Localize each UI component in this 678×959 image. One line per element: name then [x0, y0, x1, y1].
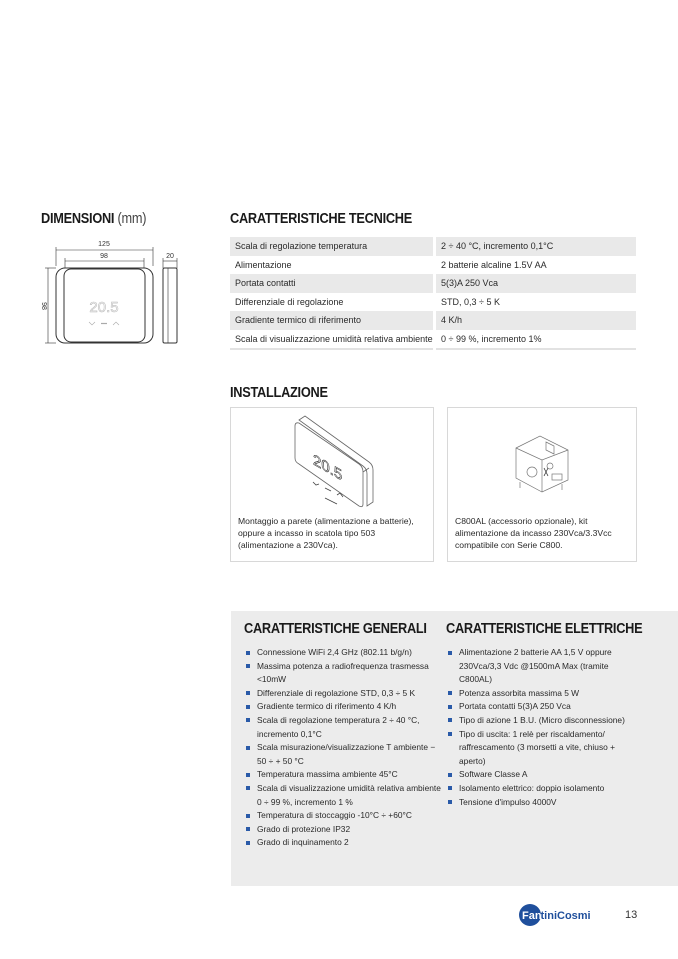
list-item: Isolamento elettrico: doppio isolamento — [446, 782, 641, 796]
list-item: Grado di inquinamento 2 — [244, 836, 444, 850]
dimension-width-display: 98 — [100, 253, 108, 260]
list-item: Scala di regolazione temperatura 2 ÷ 40 °C, incremento 0,1°C — [244, 714, 444, 741]
row-value: 2 batterie alcaline 1.5V AA — [441, 259, 547, 270]
row-label: Alimentazione — [230, 256, 435, 275]
row-value: STD, 0,3 ÷ 5 K — [441, 296, 500, 307]
electrical-column — [446, 621, 641, 809]
general-list — [244, 646, 444, 850]
thermostat-illustration — [291, 412, 381, 510]
list-item: Gradiente termico di riferimento 4 K/h — [244, 700, 444, 714]
row-label: Scala di visualizzazione umidità relativa ambiente — [230, 330, 435, 350]
list-item: Scala misurazione/visualizzazione T ambiente − 50 ÷ + 50 °C — [244, 741, 444, 768]
table-row — [230, 311, 636, 330]
list-item: Connessione WiFi 2,4 GHz (802.11 b/g/n) — [244, 646, 444, 660]
dimension-depth: 20 — [166, 253, 174, 260]
row-label: Differenziale di regolazione — [230, 293, 435, 312]
list-item: Scala di visualizzazione umidità relativa ambiente 0 ÷ 99 %, incremento 1 % — [244, 782, 444, 809]
list-item: Portata contatti 5(3)A 250 Vca — [446, 700, 641, 714]
general-title: CARATTERISTICHE GENERALI — [244, 621, 427, 637]
brand-logo-part2: tiniCosmi — [540, 910, 591, 922]
list-item: Software Classe A — [446, 768, 641, 782]
dimension-width-total: 125 — [98, 241, 110, 248]
row-label: Scala di regolazione temperatura — [230, 237, 435, 256]
row-value: 2 ÷ 40 °C, incremento 0,1°C — [435, 237, 637, 256]
row-value: 4 K/h — [435, 311, 637, 330]
list-item: Tipo di uscita: 1 relè per riscaldamento/ raffrescamento (3 morsetti a vite, chiuso + aperto) — [446, 728, 641, 769]
brand-logo — [518, 903, 598, 927]
installation-kit-box — [447, 407, 637, 562]
list-item: Grado di protezione IP32 — [244, 823, 444, 837]
dimension-height: 98 — [40, 302, 47, 310]
dimensions-title-text: DIMENSIONI — [41, 211, 115, 227]
specs-panel — [231, 611, 678, 886]
technical-title: CARATTERISTICHE TECNICHE — [230, 211, 412, 227]
list-item: Alimentazione 2 batterie AA 1,5 V oppure 230Vca/3,3 Vdc @1500mA Max (tramite C800AL) — [446, 646, 641, 687]
brand-logo-part1: Fan — [522, 910, 542, 922]
list-item: Potenza assorbita massima 5 W — [446, 687, 641, 701]
list-item: Tensione d'impulso 4000V — [446, 796, 641, 810]
display-reading: 20.5 — [89, 299, 119, 316]
electrical-list — [446, 646, 641, 809]
table-row — [230, 256, 636, 275]
power-kit-illustration — [510, 430, 574, 496]
dimensions-unit: (mm) — [117, 211, 147, 227]
installation-title: INSTALLAZIONE — [230, 385, 328, 401]
table-row — [230, 330, 636, 350]
installation-wall-caption: Montaggio a parete (alimentazione a batterie), oppure a incasso in scatola tipo 503 (alimentazione a 230Vca). — [238, 516, 414, 550]
row-value: 5(3)A 250 Vca — [435, 274, 637, 293]
row-label: Portata contatti — [230, 274, 435, 293]
list-item: Temperatura massima ambiente 45°C — [244, 768, 444, 782]
table-row — [230, 237, 636, 256]
installation-wall-box — [230, 407, 434, 562]
table-row — [230, 274, 636, 293]
list-item: Differenziale di regolazione STD, 0,3 ÷ 5 K — [244, 687, 444, 701]
dimension-drawing — [36, 236, 196, 348]
dimensions-title — [41, 211, 146, 227]
list-item: Massima potenza a radiofrequenza trasmessa <10mW — [244, 660, 444, 687]
list-item: Tipo di azione 1 B.U. (Micro disconnessione) — [446, 714, 641, 728]
row-label: Gradiente termico di riferimento — [230, 311, 435, 330]
technical-table — [230, 237, 636, 350]
row-value: 0 ÷ 99 %, incremento 1% — [435, 330, 637, 350]
table-row — [230, 293, 636, 312]
display-reading: 20.5 — [313, 451, 343, 485]
installation-kit-caption: C800AL (accessorio opzionale), kit alimentazione da incasso 230Vca/3.3Vcc compatibile con Serie C800. — [455, 516, 612, 550]
list-item: Temperatura di stoccaggio -10°C ÷ +60°C — [244, 809, 444, 823]
page-number: 13 — [625, 909, 638, 921]
electrical-title: CARATTERISTICHE ELETTRICHE — [446, 621, 643, 637]
general-column — [244, 621, 444, 850]
